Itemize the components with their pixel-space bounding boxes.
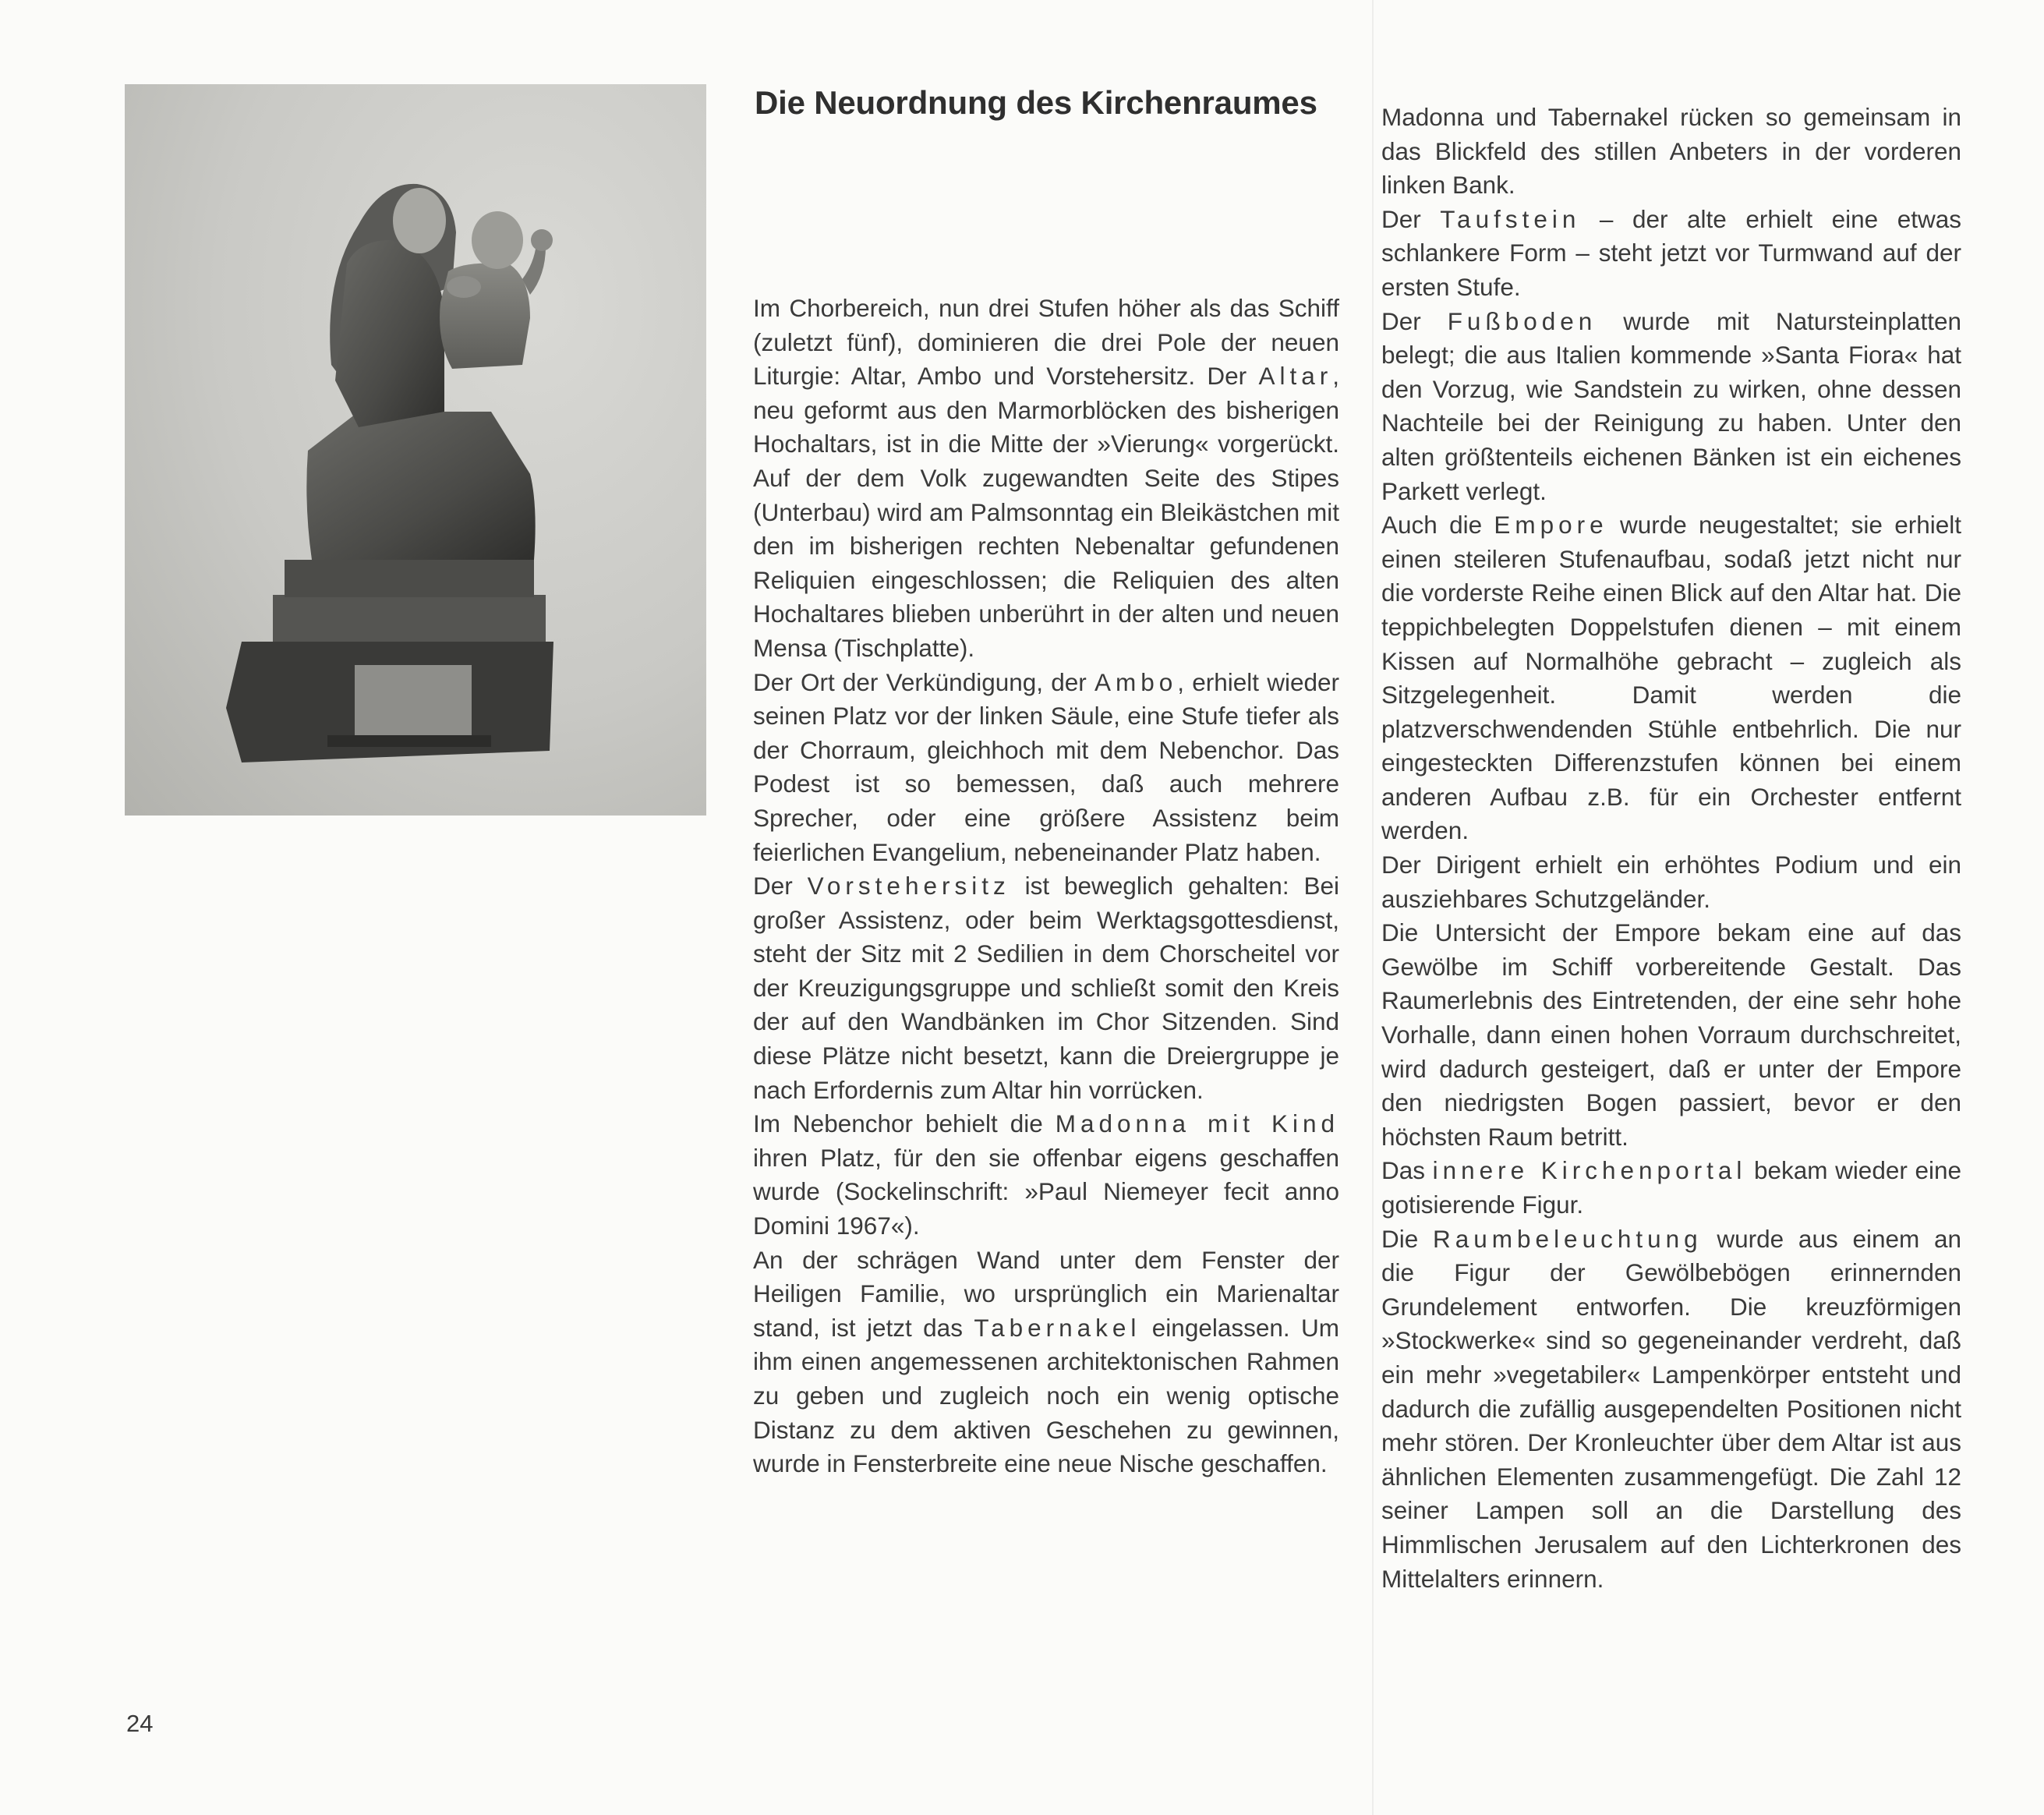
- emphasis-empore: Empore: [1494, 511, 1608, 540]
- emphasis-vorstehersitz: Vorstehersitz: [807, 872, 1010, 900]
- emphasis-raumbeleuchtung: Raumbeleuchtung: [1433, 1224, 1703, 1253]
- emphasis-altar: Altar: [1258, 362, 1333, 391]
- paragraph-ambo: Der Ort der Verkündigung, der Ambo, erhielt wieder seinen Platz vor der linken Säule, eine Stufe tiefer als der Chorraum, gleichhoch mit dem Nebenchor. Das Podest ist so bemessen, daß auch mehrere Sprecher, oder eine größere Assistenz beim feierlichen Evangelium, nebeneinander Platz haben.: [753, 667, 1340, 866]
- paragraph-dirigent: Der Dirigent erhielt ein erhöhtes Podium und ein ausziehbares Schutzgeländer.: [1381, 851, 1961, 913]
- emphasis-madonna: Madonna mit Kind: [1055, 1109, 1339, 1138]
- paragraph-empore: Auch die Empore wurde neugestaltet; sie erhielt einen steileren Stufenaufbau, sodaß jetzt nicht nur die vorderste Reihe einen Blick auf den Altar hat. Die teppichbelegten Doppelstufen dienen – mit einem Kissen auf Normalhöhe gebracht – zugleich als Sitzgelegenheit. Damit werden die platzverschwendenden Stühle entbehrlich. Die nur eingesteckten Differenzstufen können bei einem anderen Aufbau z.B. für ein Orchester entfernt werden.: [1381, 511, 1961, 845]
- statue-illustration-icon: [125, 84, 706, 816]
- paragraph-raumbeleuchtung: Die Raumbeleuchtung wurde aus einem an die Figur der Gewölbebögen erinnernden Grundelement entworfen. Die kreuzförmigen »Stockwerke« sind so gegeneinander verdreht, daß ein mehr »vegetabiler« Lampenkörper entsteht und dadurch die zufällig ausgependelten Positionen nicht mehr stören. Der Kronleuchter über dem Altar ist aus ähnlichen Elementen zusammengefügt. Die Zahl 12 seiner Lampen soll an die Darstellung des Himmlischen Jerusalem auf den Lichterkronen des Mittelalters erinnern.: [1381, 1224, 1961, 1593]
- page-number: 24: [126, 1710, 154, 1737]
- paragraph-untersicht: Die Untersicht der Empore bekam eine auf das Gewölbe im Schiff vorbereitende Gestalt. Das Raumerlebnis des Eintretenden, der eine sehr hohe Vorhalle, dann einen hohen Vorraum durchschreitet, wird dadurch gesteigert, daß er unter der Empore den niedrigsten Bogen passiert, bevor er den höchsten Raum betritt.: [1381, 918, 1961, 1151]
- page-fold-line: [1372, 0, 1374, 1815]
- emphasis-tabernakel: Tabernakel: [974, 1313, 1141, 1342]
- paragraph-altar: Im Chorbereich, nun drei Stufen höher als das Schiff (zuletzt fünf), dominieren die drei Pole der neuen Liturgie: Altar, Ambo und Vorstehersitz. Der Altar, neu geformt aus den Marmorblöcken des bisherigen Hochaltars, ist in die Mitte der »Vierung« vorgerückt. Auf der dem Volk zugewandten Seite des Stipes (Unterbau) wird am Palmsonntag ein Bleikästchen mit den im bisherigen rechten Nebenaltar gefundenen Reliquien eingeschlossen; die Reliquien des alten Hochaltares blieben unberührt in der alten und neuen Mensa (Tischplatte).: [753, 294, 1339, 662]
- paragraph-madonna-tabernakel: Madonna und Tabernakel rücken so gemeinsam in das Blickfeld des stillen Anbeters in der vorderen linken Bank.: [1381, 103, 1961, 200]
- emphasis-ambo: Ambo: [1094, 667, 1178, 696]
- text-column-left: [753, 292, 1339, 1481]
- page-title: Die Neuordnung des Kirchenraumes: [755, 84, 1317, 121]
- paragraph-tabernakel: An der schrägen Wand unter dem Fenster der Heiligen Familie, wo ursprünglich ein Marienaltar stand, ist jetzt das Tabernakel eingelassen. Um ihm einen angemessenen architektonischen Rahmen zu geben und zugleich noch ein wenig optische Distanz zu dem aktiven Geschehen zu gewinnen, wurde in Fensterbreite eine neue Nische geschaffen.: [753, 1245, 1340, 1478]
- emphasis-taufstein: Taufstein: [1440, 204, 1581, 233]
- paragraph-madonna: Im Nebenchor behielt die Madonna mit Kind ihren Platz, für den sie offenbar eigens geschaffen wurde (Sockelinschrift: »Paul Niemeyer fecit anno Domini 1967«).: [753, 1109, 1339, 1240]
- madonna-photo: [125, 84, 706, 816]
- paragraph-vorstehersitz: Der Vorstehersitz ist beweglich gehalten: Bei großer Assistenz, oder beim Werktagsgottesdienst, steht der Sitz mit 2 Sedilien in dem Chorscheitel vor der Kreuzigungsgruppe und schließt somit den Kreis der auf den Wandbänken im Chor Sitzenden. Sind diese Plätze nicht besetzt, kann die Dreiergruppe je nach Erfordernis zum Altar hin vorrücken.: [753, 872, 1339, 1104]
- paragraph-fussboden: Der Fußboden wurde mit Natursteinplatten belegt; die aus Italien kommende »Santa Fiora« hat den Vorzug, wie Sandstein zu wirken, ohne dessen Nachteile bei der Reinigung zu haben. Unter den alten größtenteils eichenen Bänken ist ein eichenes Parkett verlegt.: [1381, 306, 1961, 505]
- text-column-right: [1381, 101, 1961, 1596]
- paragraph-kirchenportal: Das innere Kirchenportal bekam wieder eine gotisierende Figur.: [1381, 1156, 1961, 1219]
- paragraph-taufstein: Der Taufstein – der alte erhielt eine etwas schlankere Form – steht jetzt vor Turmwand auf der ersten Stufe.: [1381, 204, 1962, 301]
- emphasis-fussboden: Fußboden: [1447, 306, 1597, 335]
- emphasis-kirchenportal: innere Kirchenportal: [1432, 1156, 1747, 1185]
